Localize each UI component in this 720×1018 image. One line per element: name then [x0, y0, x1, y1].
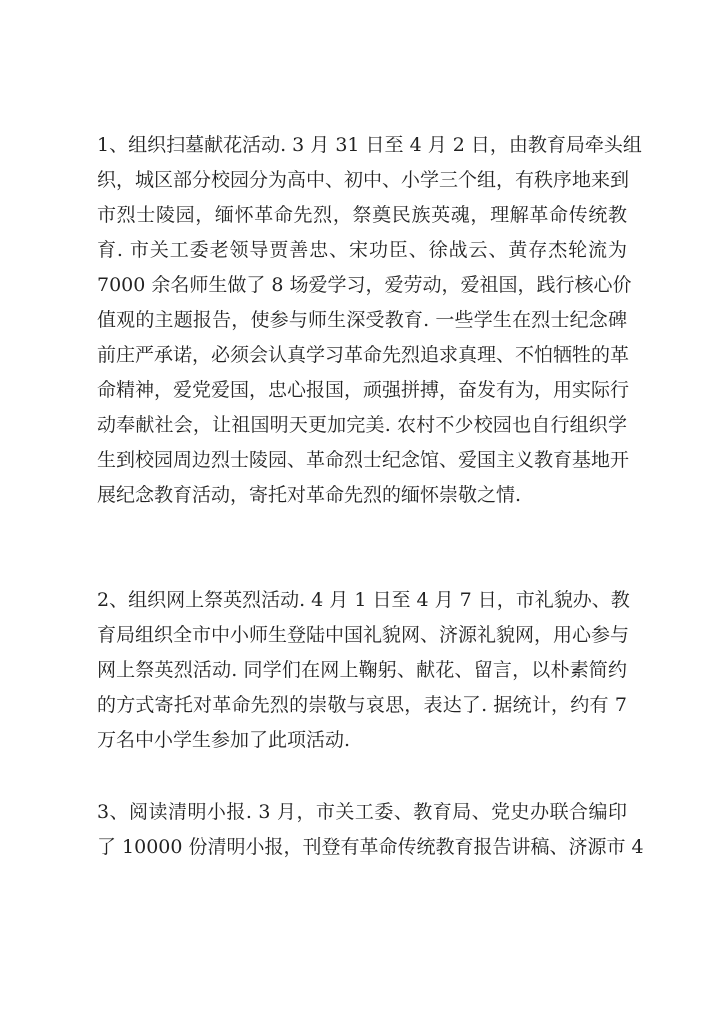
text-line: 织，城区部分校园分为高中、初中、小学三个组，有秩序地来到 — [97, 169, 630, 191]
text-line: 生到校园周边烈士陵园、革命烈士纪念馆、爱国主义教育基地开 — [97, 449, 630, 471]
paragraph-3 — [97, 795, 644, 865]
text-line: 育局组织全市中小师生登陆中国礼貌网、济源礼貌网，用心参与 — [97, 624, 630, 646]
text-line: 1、组织扫墓献花活动. 3 月 31 日至 4 月 2 日，由教育局牵头组 — [97, 134, 642, 156]
text-line: 展纪念教育活动，寄托对革命先烈的缅怀崇敬之情. — [97, 484, 522, 506]
text-line: 7000 余名师生做了 8 场爱学习，爱劳动，爱祖国，践行核心价 — [97, 274, 632, 296]
text-line: 3、阅读清明小报. 3 月，市关工委、教育局、党史办联合编印 — [97, 801, 627, 823]
text-line: 的方式寄托对革命先烈的崇敬与哀思，表达了. 据统计，约有 7 — [97, 694, 627, 716]
text-line: 万名中小学生参加了此项活动. — [97, 729, 351, 751]
text-line: 育. 市关工委老领导贾善忠、宋功臣、徐战云、黄存杰轮流为 — [97, 239, 627, 261]
paragraph-1 — [97, 128, 642, 513]
text-line: 前庄严承诺，必须会认真学习革命先烈追求真理、不怕牺牲的革 — [97, 344, 630, 366]
text-line: 动奉献社会，让祖国明天更加完美. 农村不少校园也自行组织学 — [97, 414, 627, 436]
text-line: 市烈士陵园，缅怀革命先烈，祭奠民族英魂，理解革命传统教 — [97, 204, 627, 226]
paragraph-2 — [97, 583, 630, 758]
text-line: 值观的主题报告，使参与师生深受教育. 一些学生在烈士纪念碑 — [97, 309, 627, 331]
text-line: 命精神，爱党爱国，忠心报国，顽强拼搏，奋发有为，用实际行 — [97, 379, 630, 401]
text-line: 2、组织网上祭英烈活动. 4 月 1 日至 4 月 7 日，市礼貌办、教 — [97, 589, 630, 611]
text-line: 了 10000 份清明小报，刊登有革命传统教育报告讲稿、济源市 4 — [97, 836, 644, 858]
text-line: 网上祭英烈活动. 同学们在网上鞠躬、献花、留言，以朴素简约 — [97, 659, 627, 681]
